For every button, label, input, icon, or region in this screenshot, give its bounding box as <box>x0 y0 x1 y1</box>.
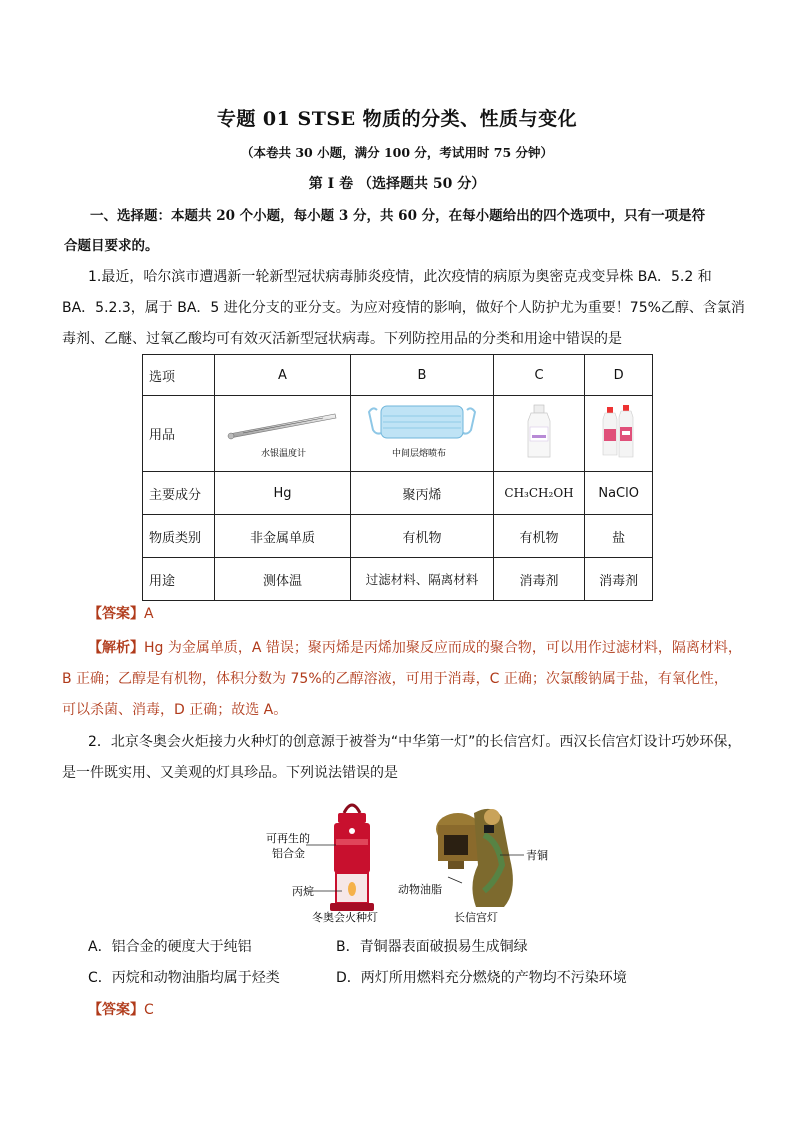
table-row <box>143 515 653 558</box>
question-1-line2: BA．5.2.3，属于 BA．5 进化分支的亚分支。为应对疫情的影响，做好个人防护尤为重要！75%乙醇、含氯消 <box>62 300 745 316</box>
label-aluminum-alloy-1: 可再生的 <box>266 832 310 845</box>
exam-info: （本卷共 30 小题，满分 100 分，考试用时 75 分钟） <box>241 145 553 160</box>
option-d: D．两灯所用燃料充分燃烧的产物均不污染环境 <box>336 970 627 986</box>
table-row <box>143 396 653 472</box>
ethanol-bottle-image <box>517 401 561 463</box>
answer-value: C <box>144 1002 154 1018</box>
table-cell: 过滤材料、隔离材料 <box>351 558 494 601</box>
answer-label: 【答案】 <box>88 606 144 622</box>
answer-2 <box>88 999 154 1019</box>
mask-image <box>363 400 481 464</box>
analysis-line3: 可以杀菌、消毒，D 正确；故选 A。 <box>62 702 288 718</box>
table-cell: 非金属单质 <box>214 515 350 558</box>
table-cell: Hg <box>214 472 350 515</box>
table-cell: 有机物 <box>351 515 494 558</box>
page-title: 专题 01 STSE 物质的分类、性质与变化 <box>216 108 578 130</box>
option-c: C．丙烷和动物油脂均属于烃类 <box>88 970 280 986</box>
bleach-image-cell <box>585 396 653 472</box>
thermometer-image <box>223 402 341 462</box>
answer-value: A <box>144 606 154 622</box>
table-cell: 测体温 <box>214 558 350 601</box>
bleach-bottles-image <box>597 401 641 463</box>
table-header-cell: B <box>351 355 494 396</box>
ethanol-image-cell <box>493 396 585 472</box>
option-b: B．青铜器表面破损易生成铜绿 <box>336 939 528 955</box>
answer-1 <box>88 603 154 623</box>
caption-olympic-lantern: 冬奥会火种灯 <box>312 911 378 924</box>
table-cell: 用途 <box>143 558 215 601</box>
label-animal-fat: 动物油脂 <box>398 883 442 896</box>
table-header-cell: D <box>585 355 653 396</box>
table-cell: 有机物 <box>493 515 585 558</box>
mask-caption: 中间层熔喷布 <box>391 448 446 459</box>
table-cell: CH₃CH₂OH <box>493 472 585 515</box>
instructions <box>64 201 750 261</box>
mask-image-cell <box>351 396 494 472</box>
table-cell: 聚丙烯 <box>351 472 494 515</box>
analysis-label: 【解析】 <box>88 640 144 656</box>
table-header-cell: A <box>214 355 350 396</box>
table-cell: NaClO <box>585 472 653 515</box>
analysis-line2: B 正确；乙醇是有机物，体积分数为 75%的乙醇溶液，可用于消毒，C 正确；次氯酸钠属于盐，有氧化性， <box>62 671 728 687</box>
analysis-1 <box>62 633 752 726</box>
option-a: A．铝合金的硬度大于纯铝 <box>88 939 252 955</box>
label-propane: 丙烷 <box>292 885 314 898</box>
table-cell: 物质类别 <box>143 515 215 558</box>
caption-changxin-lamp: 长信宫灯 <box>454 911 498 924</box>
question-1-line3: 毒剂、乙醚、过氧乙酸均可有效灭活新型冠状病毒。下列防控用品的分类和用途中错误的是 <box>62 331 622 347</box>
olympic-lantern-image <box>330 805 374 911</box>
section-label: 第 I 卷 （选择题共 50 分） <box>308 176 486 192</box>
options-table <box>142 354 653 601</box>
analysis-line1: Hg 为金属单质，A 错误；聚丙烯是丙烯加聚反应而成的聚合物，可以用作过滤材料，隔离材料， <box>144 640 742 656</box>
table-cell: 盐 <box>585 515 653 558</box>
table-cell: 消毒剂 <box>585 558 653 601</box>
table-header-cell: C <box>493 355 585 396</box>
answer-label: 【答案】 <box>88 1002 144 1018</box>
table-cell: 消毒剂 <box>493 558 585 601</box>
question-2-line2: 是一件既实用、又美观的灯具珍品。下列说法错误的是 <box>62 765 398 781</box>
thermometer-caption: 水银温度计 <box>261 448 307 459</box>
table-cell: 用品 <box>143 396 215 472</box>
thermometer-image-cell <box>214 396 350 472</box>
table-row <box>143 558 653 601</box>
question-2 <box>62 727 752 789</box>
lamps-figure <box>252 795 572 925</box>
label-bronze: 青铜 <box>526 849 548 862</box>
question-1 <box>62 262 752 355</box>
table-row <box>143 355 653 396</box>
table-header-cell: 选项 <box>143 355 215 396</box>
question-2-line1: 2．北京冬奥会火炬接力火种灯的创意源于被誉为“中华第一灯”的长信宫灯。西汉长信宫灯设计巧妙环保， <box>88 734 742 750</box>
changxin-palace-lamp-image <box>436 809 513 907</box>
table-row <box>143 472 653 515</box>
instructions-line2: 合题目要求的。 <box>64 238 159 254</box>
instructions-line1: 一、选择题：本题共 20 个小题，每小题 3 分，共 60 分，在每小题给出的四个选项中，只有一项是符 <box>90 208 706 224</box>
table-cell: 主要成分 <box>143 472 215 515</box>
label-aluminum-alloy-2: 铝合金 <box>272 847 305 860</box>
question-1-line1: 1.最近，哈尔滨市遭遇新一轮新型冠状病毒肺炎疫情，此次疫情的病原为奥密克戎变异株 BA．5.2 和 <box>88 269 712 285</box>
